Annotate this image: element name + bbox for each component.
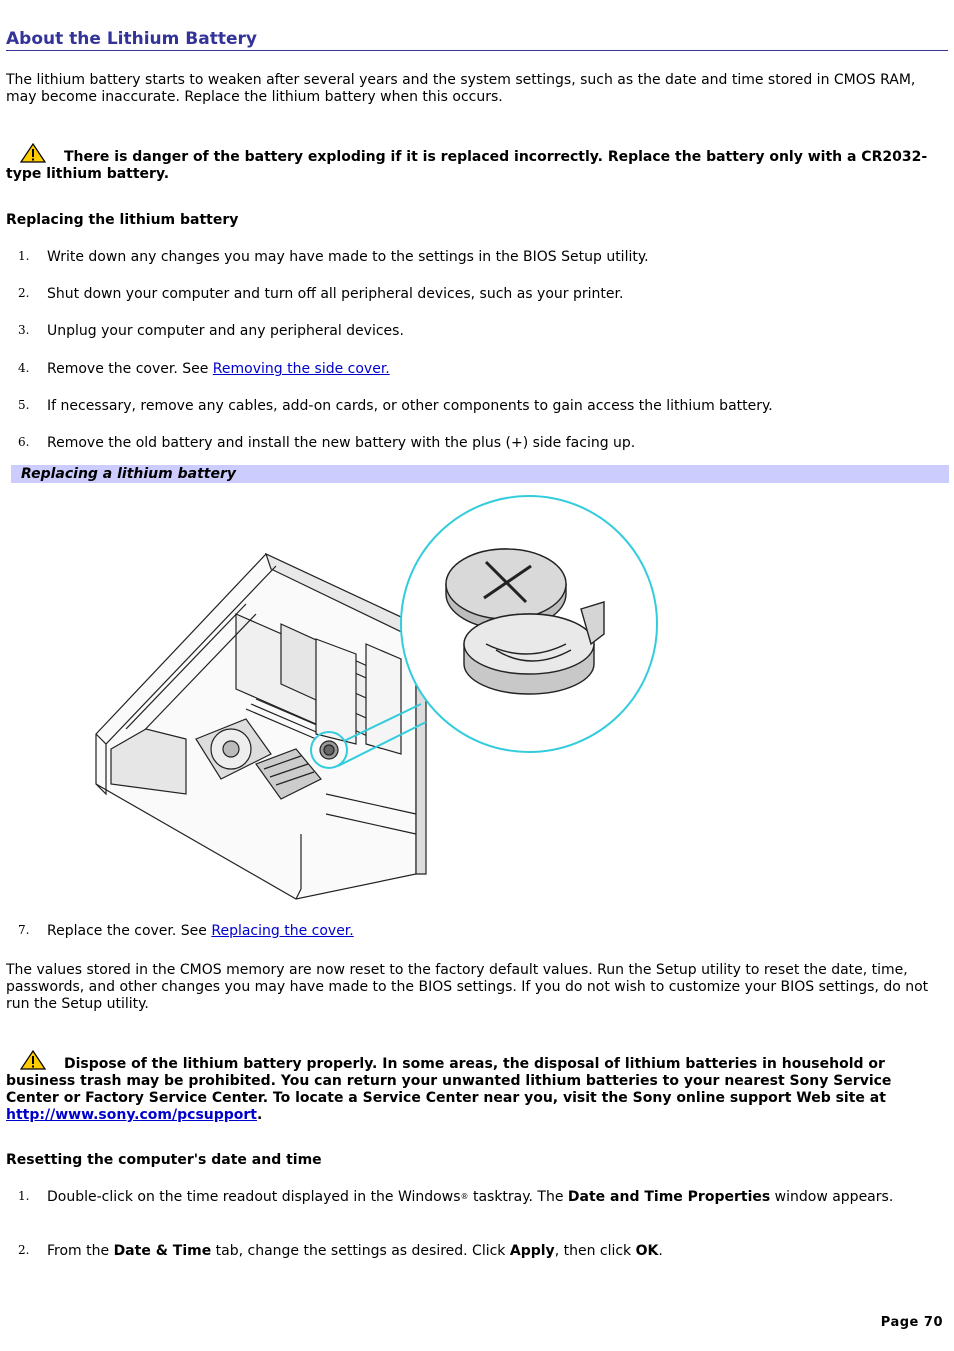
step-number: 3.	[18, 323, 30, 337]
battery-illustration	[86, 494, 666, 904]
registered-mark: ®	[460, 1192, 469, 1201]
step-text-part: From the	[47, 1243, 114, 1259]
step-text-part: tasktray. The	[468, 1189, 568, 1205]
step-text: If necessary, remove any cables, add-on cards, or other components to gain access the lithium battery.	[47, 398, 773, 414]
step-text-lead: Remove the cover. See	[47, 361, 213, 377]
apply-label: Apply	[509, 1243, 555, 1259]
section-heading-resetting: Resetting the computer's date and time	[6, 1152, 322, 1168]
sony-pcsupport-link[interactable]: http://www.sony.com/pcsupport	[6, 1107, 257, 1123]
step-number: 1.	[18, 1189, 30, 1203]
tab-name: Date & Time	[113, 1243, 212, 1259]
warning-text-2: Dispose of the lithium battery properly. In some areas, the disposal of lithium batteries in household or business trash may be prohibited. You can return your unwanted lithium batteries to your nearest Sony Service Center or Factory Service Center. To locate a Service Center near you, visit the Sony online support Web site at	[6, 1056, 892, 1106]
window-name: Date and Time Properties	[567, 1189, 771, 1205]
figure-caption-bar	[11, 465, 949, 483]
ok-label: OK	[635, 1243, 659, 1259]
step-text: Remove the old battery and install the new battery with the plus (+) side facing up.	[47, 435, 636, 451]
step-text-part: window appears.	[770, 1189, 894, 1205]
step-text-lead: Replace the cover. See	[47, 923, 212, 939]
figure-caption: Replacing a lithium battery	[21, 466, 236, 482]
step-text: Shut down your computer and turn off all peripheral devices, such as your printer.	[47, 286, 624, 302]
warning-end: .	[257, 1107, 263, 1123]
warning-note-2	[6, 1050, 948, 1124]
step-text	[47, 922, 927, 940]
warning-triangle-icon	[20, 1050, 50, 1070]
step-text	[47, 360, 927, 378]
step-number: 4.	[18, 361, 30, 375]
step-text-part: tab, change the settings as desired. Click	[211, 1243, 510, 1259]
section-heading-replacing: Replacing the lithium battery	[6, 212, 239, 228]
computer-battery-diagram	[86, 494, 666, 904]
step-number: 7.	[18, 923, 30, 937]
cmos-reset-paragraph: The values stored in the CMOS memory are now reset to the factory default values. Run the Setup utility to reset the date, time, passwords, and other changes you may have made to the BIOS settings. If you do not wish to customize your BIOS settings, do not run the Setup utility.	[6, 962, 929, 1012]
step-text	[47, 1188, 927, 1206]
step-text-part: Double-click on the time readout displayed in the Windows	[47, 1189, 461, 1205]
step-text	[47, 1242, 927, 1260]
intro-paragraph: The lithium battery starts to weaken after several years and the system settings, such as the date and time stored in CMOS RAM, may become inaccurate. Replace the lithium battery when this occurs.	[6, 72, 916, 105]
removing-side-cover-link[interactable]: Removing the side cover.	[212, 361, 390, 377]
step-text: Write down any changes you may have made to the settings in the BIOS Setup utility.	[47, 249, 649, 265]
page-title: About the Lithium Battery	[6, 29, 948, 51]
page-number: Page 70	[880, 1315, 943, 1330]
replacing-cover-link[interactable]: Replacing the cover.	[211, 923, 354, 939]
step-number: 5.	[18, 398, 30, 412]
step-number: 1.	[18, 249, 30, 263]
step-text-part: .	[658, 1243, 663, 1259]
warning-note-1	[6, 143, 948, 183]
warning-triangle-icon	[20, 143, 50, 163]
step-text-part: , then click	[554, 1243, 636, 1259]
step-number: 6.	[18, 435, 30, 449]
step-number: 2.	[18, 1243, 30, 1257]
step-number: 2.	[18, 286, 30, 300]
step-text: Unplug your computer and any peripheral devices.	[47, 323, 404, 339]
warning-text-1: There is danger of the battery exploding if it is replaced incorrectly. Replace the battery only with a CR2032-type lithium battery.	[6, 149, 928, 182]
